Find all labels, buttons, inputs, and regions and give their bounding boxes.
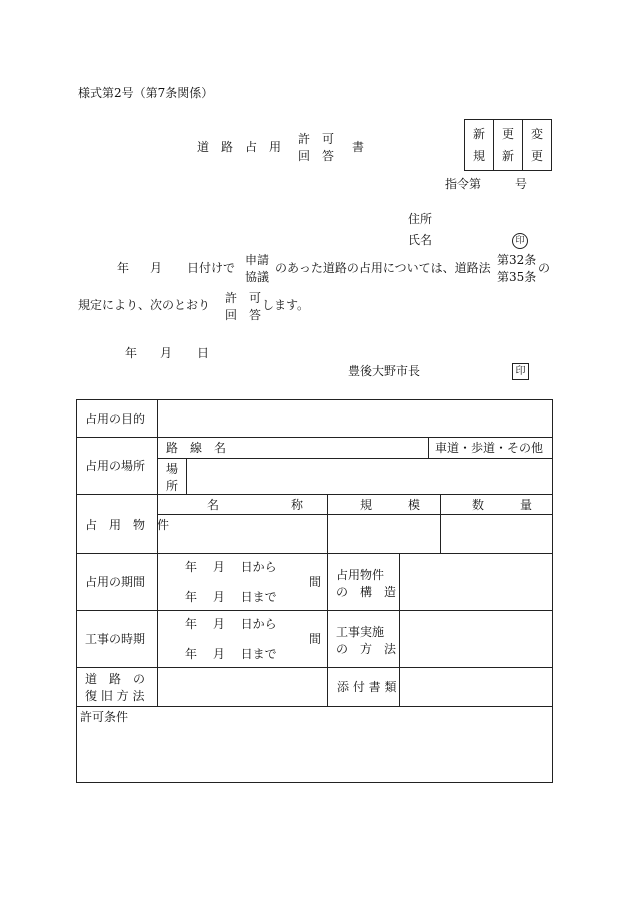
title-suffix: 書 (352, 140, 365, 154)
title-char: 占 (245, 140, 258, 154)
title-char: 用 (269, 140, 282, 154)
permit-answer-option: 許 可 回 答 (225, 291, 262, 322)
scale-column-header: 規 模 (360, 498, 421, 512)
issuer-seal: 印 (512, 363, 529, 380)
location-label: 占用の場所 (85, 459, 146, 473)
place-label: 場 所 (166, 462, 179, 493)
body-year: 年 (117, 261, 130, 275)
name-label: 氏名 (408, 233, 433, 247)
type-new: 新 規 (465, 120, 494, 171)
body-line2-end: します。 (262, 298, 310, 312)
address-label: 住所 (408, 212, 433, 226)
period-between: 間 (309, 575, 322, 589)
body-no: の (538, 261, 551, 275)
article-option: 第32条 第35条 (497, 253, 537, 284)
issuer-name: 豊後大野市長 (348, 364, 421, 378)
period-from: 年 月 日から (185, 560, 277, 574)
title-option: 許 可 回 答 (298, 132, 335, 163)
apply-consult-option: 申請 協議 (245, 253, 270, 284)
date-day: 日 (197, 346, 210, 360)
body-middle-text: のあった道路の占用については、道路法 (275, 261, 491, 275)
conditions-label: 許可条件 (80, 710, 129, 724)
type-change: 変 更 (523, 120, 552, 171)
purpose-label: 占用の目的 (85, 412, 146, 426)
objects-label: 占 用 物 件 (85, 518, 170, 532)
work-between: 間 (309, 632, 322, 646)
road-type-label: 車道・歩道・その他 (435, 441, 544, 455)
applicant-seal: 印 (512, 233, 528, 249)
title-char: 路 (221, 140, 234, 154)
type-renew: 更 新 (494, 120, 523, 171)
body-month: 月 (150, 261, 163, 275)
work-from: 年 月 日から (185, 617, 277, 631)
order-number-suffix: 号 (515, 177, 528, 191)
body-line2-start: 規定により、次のとおり (78, 298, 211, 312)
attachments-label: 添 付 書 類 (337, 680, 397, 694)
form-number: 様式第2号（第7条関係） (78, 86, 214, 100)
work-to: 年 月 日まで (185, 647, 277, 661)
period-label: 占用の期間 (85, 575, 146, 589)
route-name-label: 路 線 名 (166, 441, 227, 455)
period-to: 年 月 日まで (185, 590, 277, 604)
body-day: 日付けで (187, 261, 236, 275)
order-number-label: 指令第 (445, 177, 482, 191)
structure-label: 占用物件 の 構 造 (336, 568, 397, 599)
method-label: 工事実施 の 方 法 (336, 625, 397, 656)
date-year: 年 (125, 346, 138, 360)
name-column-header: 名 称 (207, 498, 304, 512)
quantity-column-header: 数 量 (472, 498, 533, 512)
title-char: 道 (197, 140, 210, 154)
work-period-label: 工事の時期 (85, 632, 146, 646)
date-month: 月 (160, 346, 173, 360)
restore-method-label: 道 路 の 復 旧 方 法 (85, 672, 146, 703)
